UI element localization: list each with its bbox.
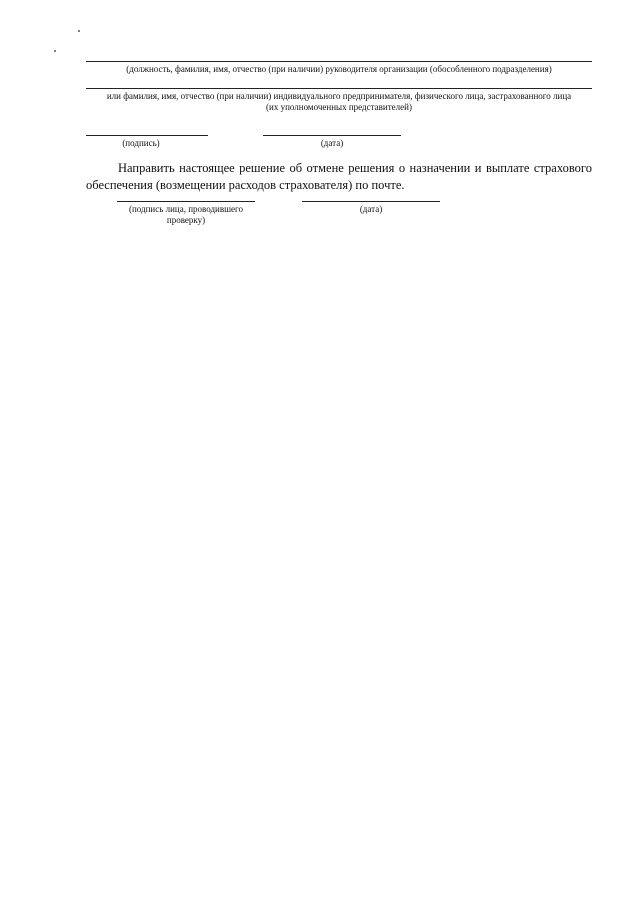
manager-name-line: [86, 61, 592, 62]
mailing-instruction: Направить настоящее решение об отмене решения о назначении и выплате страхового обеспечения (возмещении расходов страхователя) по почте.: [86, 161, 592, 192]
manager-caption: (должность, фамилия, имя, отчество (при наличии) руководителя организации (обособленного подразделения): [126, 64, 552, 74]
representatives-caption: (их уполномоченных представителей): [266, 102, 412, 112]
verifier-signature-caption-continued: проверку): [166, 215, 206, 225]
date-line: [263, 135, 401, 136]
verifier-date-caption: (дата): [359, 204, 383, 214]
scan-speck: [54, 50, 56, 52]
verifier-date-line: [302, 201, 440, 202]
verifier-signature-caption: (подпись лица, проводившего: [128, 204, 244, 214]
individual-caption: или фамилия, имя, отчество (при наличии) индивидуального предпринимателя, физического лица, застрахованного лица: [106, 91, 572, 101]
signature-line: [86, 135, 208, 136]
verifier-signature-line: [117, 201, 255, 202]
signature-caption: (подпись): [122, 138, 160, 148]
date-caption: (дата): [320, 138, 344, 148]
individual-name-line: [86, 88, 592, 89]
scan-speck: [78, 30, 80, 32]
